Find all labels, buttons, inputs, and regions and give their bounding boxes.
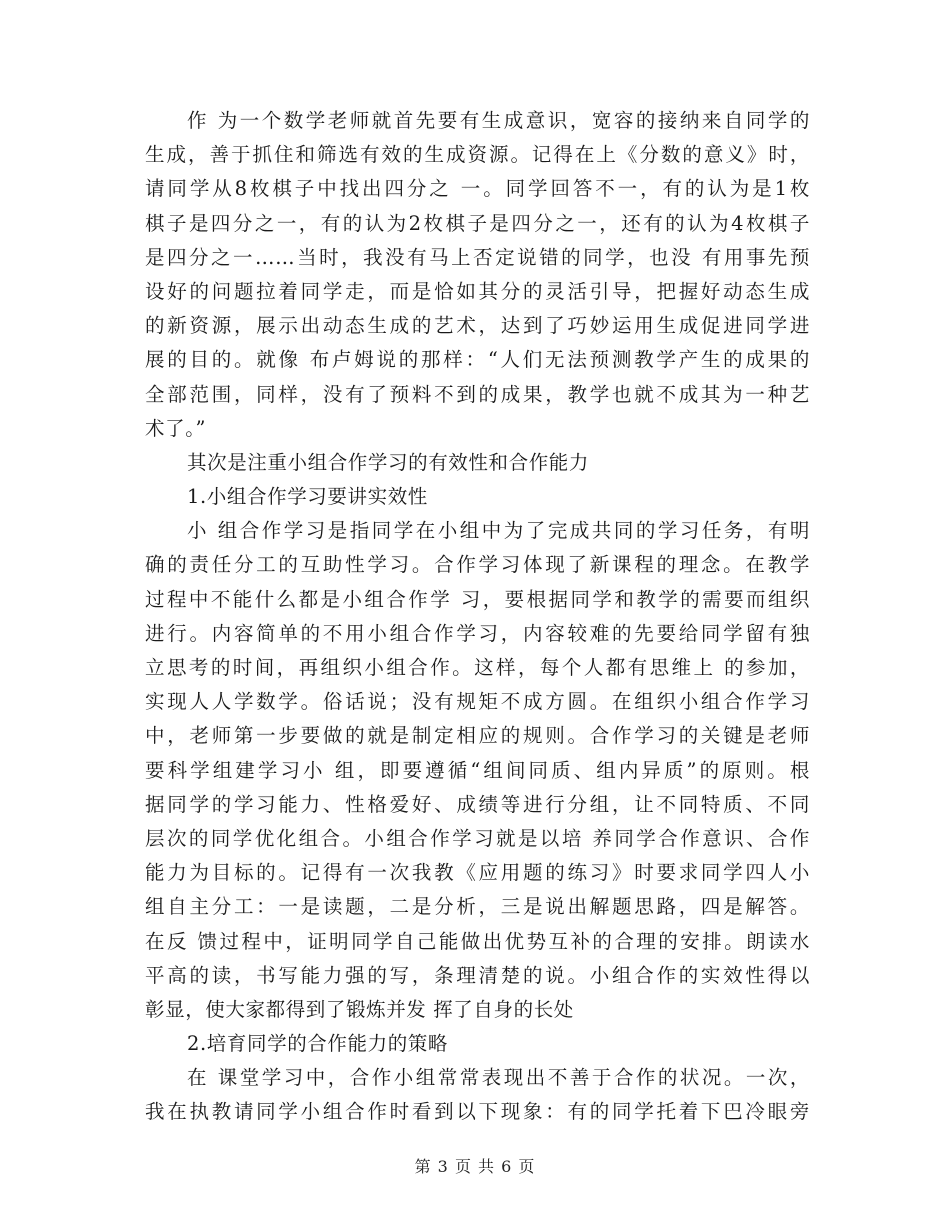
subsection-heading: 1.小组合作学习要讲实效性: [187, 485, 428, 509]
document-body: [145, 104, 810, 1130]
page-number-footer: 第 3 页 共 6 页: [414, 1157, 536, 1176]
text-line: 中，老师第一步要做的就是制定相应的规则。合作学习的关键是老师: [145, 724, 810, 748]
text-line: 确的责任分工的互助性学习。合作学习体现了新课程的理念。在教学: [145, 553, 810, 577]
text-line: 立思考的时间，再组织小组合作。这样，每个人都有思维上 的参加，: [145, 656, 810, 679]
text-line: 生成，善于抓住和筛选有效的生成资源。记得在上《分数的意义》时，: [145, 143, 810, 167]
text-line: 组自主分工：一是读题，二是分析，三是说出解题思路，四是解答。: [145, 895, 810, 919]
text-line: 是四分之一……当时，我没有马上否定说错的同学，也没 有用事先预: [145, 245, 810, 269]
subsection-heading: 2.培育同学的合作能力的策略: [187, 1032, 449, 1056]
text-line: 彰显，使大家都得到了锻炼并发 挥了自身的长处: [145, 997, 574, 1021]
text-line: 在 课堂学习中，合作小组常常表现出不善于合作的状况。一次，: [187, 1066, 810, 1090]
text-line: 作 为一个数学老师就首先要有生成意识，宽容的接纳来自同学的: [187, 109, 810, 132]
text-line: 的新资源，展示出动态生成的艺术，达到了巧妙运用生成促进同学进: [145, 314, 810, 338]
text-line: 平高的读，书写能力强的写，条理清楚的说。小组合作的实效性得以: [145, 963, 810, 987]
text-line: 要科学组建学习小 组，即要遵循“组间同质、组内异质”的原则。根: [145, 758, 810, 782]
text-line: 过程中不能什么都是小组合作学 习，要根据同学和教学的需要而组织: [145, 587, 810, 611]
text-line: 小 组合作学习是指同学在小组中为了完成共同的学习任务，有明: [187, 519, 810, 543]
text-line: 进行。内容简单的不用小组合作学习，内容较难的先要给同学留有独: [145, 621, 810, 645]
section-heading: 其次是注重小组合作学习的有效性和合作能力: [187, 450, 590, 474]
text-line: 设好的问题拉着同学走，而是恰如其分的灵活引导，把握好动态生成: [145, 279, 810, 303]
text-line: 在反 馈过程中，证明同学自己能做出优势互补的合理的安排。朗读水: [145, 929, 810, 953]
text-line: 能力为目标的。记得有一次我教《应用题的练习》时要求同学四人小: [145, 861, 810, 885]
text-line: 实现人人学数学。俗话说；没有规矩不成方圆。在组织小组合作学习: [145, 690, 810, 714]
text-line: 层次的同学优化组合。小组合作学习就是以培 养同学合作意识、合作: [145, 826, 810, 850]
text-line: 据同学的学习能力、性格爱好、成绩等进行分组，让不同特质、不同: [145, 792, 810, 816]
text-line: 展的目的。就像 布卢姆说的那样：“人们无法预测教学产生的成果的: [145, 348, 810, 372]
text-line: 术了。”: [145, 416, 207, 440]
text-line: 我在执教请同学小组合作时看到以下现象：有的同学托着下巴冷眼旁: [145, 1100, 810, 1124]
text-line: 请同学从8枚棋子中找出四分之 一。同学回答不一，有的认为是1枚: [145, 177, 810, 201]
text-line: 全部范围，同样，没有了预料不到的成果，教学也就不成其为一种艺: [145, 382, 810, 406]
text-line: 棋子是四分之一，有的认为2枚棋子是四分之一，还有的认为4枚棋子: [145, 211, 810, 235]
